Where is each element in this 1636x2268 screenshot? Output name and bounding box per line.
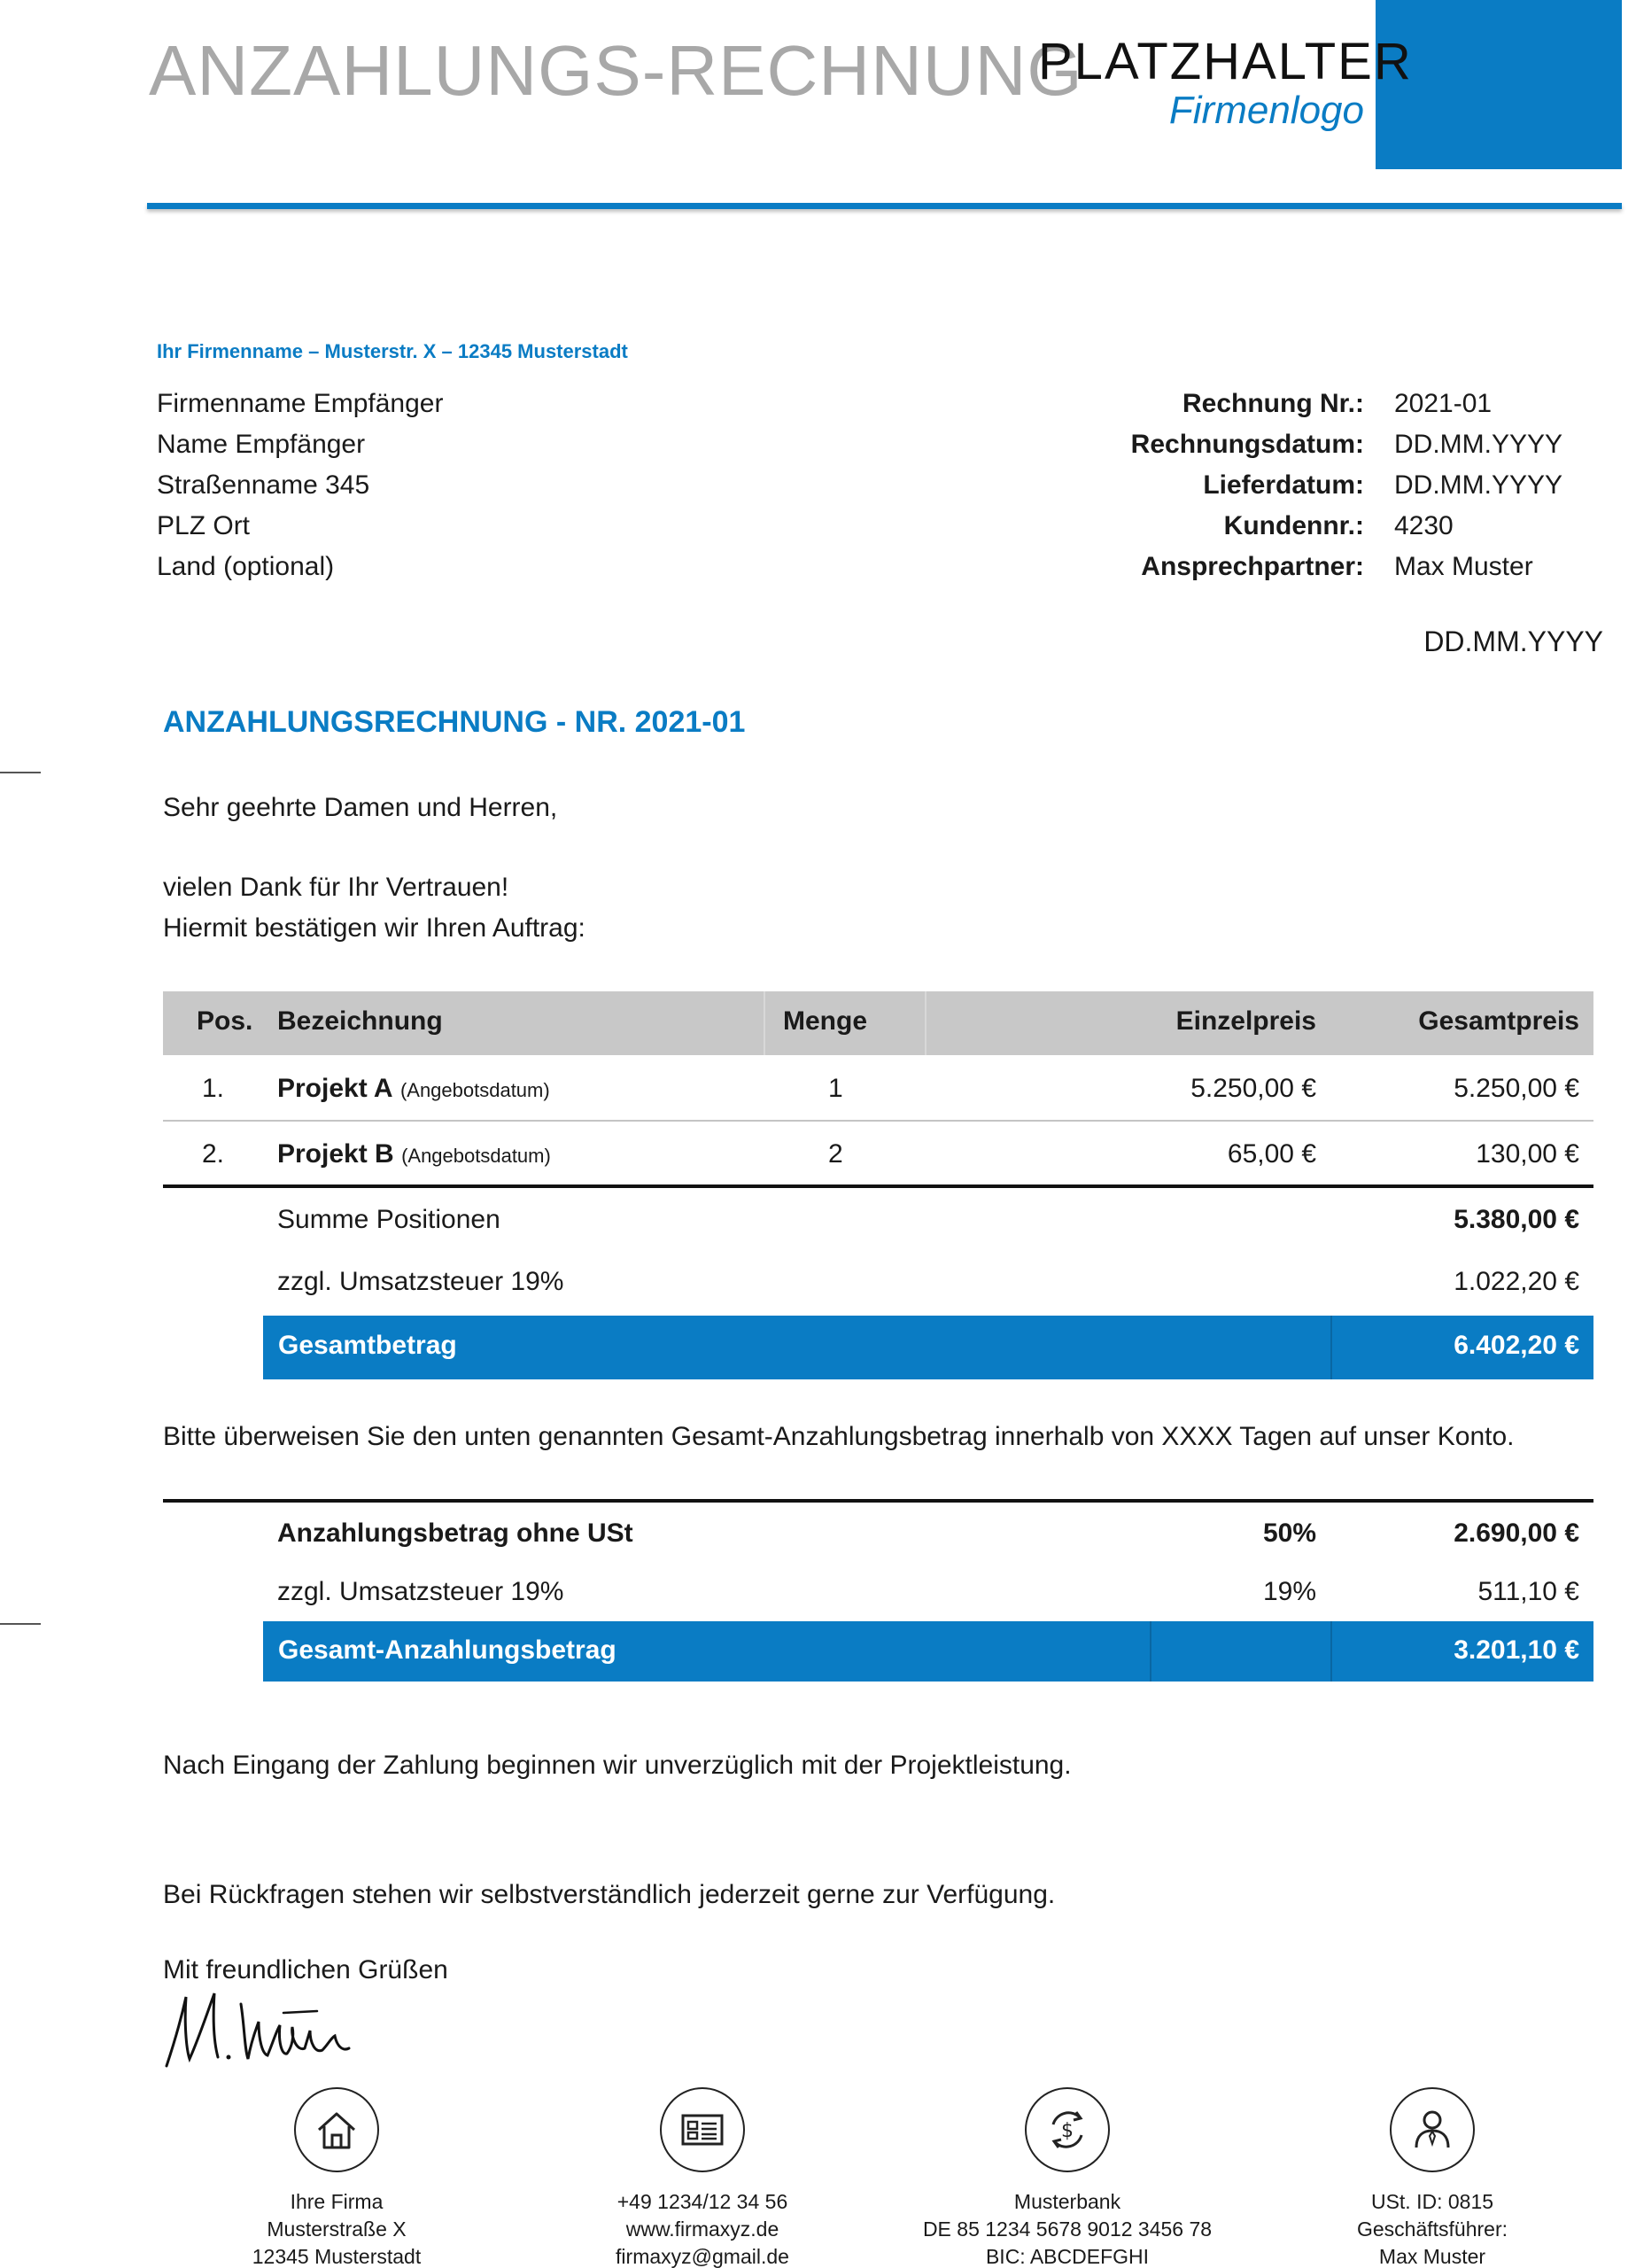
- transfer-note: Bitte überweisen Sie den unten genannten Gesamt-Anzahlungsbetrag innerhalb von XXXX Tagen auf unser Konto.: [163, 1422, 1515, 1451]
- invoice-date-label: Rechnungsdatum:: [1130, 430, 1364, 459]
- header-unit-price: Einzelpreis: [1175, 1006, 1316, 1036]
- row-1-description: [277, 1074, 550, 1104]
- deposit-table-top-rule: [163, 1499, 1593, 1503]
- row-2-unit-price: 65,00 €: [1227, 1139, 1316, 1169]
- footer-company-line-3: 12345 Musterstadt: [252, 2245, 422, 2268]
- delivery-date-label: Lieferdatum:: [1203, 470, 1364, 500]
- row-2-name: Projekt B: [277, 1139, 394, 1169]
- tax-amount: 1.022,20 €: [1454, 1267, 1579, 1296]
- footer-company: [177, 2087, 496, 2268]
- footer-vat-id: USt. ID: 0815: [1370, 2190, 1494, 2213]
- deposit-total-bar-divider-1: [1150, 1621, 1151, 1682]
- row-divider: [163, 1120, 1593, 1122]
- row-1-total-price: 5.250,00 €: [1454, 1074, 1579, 1103]
- header-divider: [147, 203, 1622, 209]
- contact-person-label: Ansprechpartner:: [1141, 552, 1364, 581]
- row-2-total-price: 130,00 €: [1476, 1139, 1579, 1169]
- grand-total-amount: 6.402,20 €: [1454, 1331, 1579, 1360]
- row-2-description: [277, 1139, 551, 1169]
- logo-main-text: PLATZHALTER: [1038, 33, 1413, 90]
- contact-person: Max Muster: [1394, 552, 1533, 581]
- row-2-pos: 2.: [202, 1139, 225, 1169]
- row-1-note: (Angebotsdatum): [399, 1079, 550, 1101]
- fold-mark-top: [0, 772, 41, 773]
- customer-number: 4230: [1394, 511, 1454, 540]
- document-date: DD.MM.YYYY: [1423, 625, 1603, 657]
- row-2-note: (Angebotsdatum): [401, 1145, 551, 1167]
- document-title: ANZAHLUNGS-RECHNUNG: [149, 31, 1083, 110]
- footer-bank-name: Musterbank: [1013, 2190, 1121, 2213]
- row-1-name: Projekt A: [277, 1074, 393, 1103]
- fold-mark-bottom: [0, 1623, 41, 1625]
- invoice-date: DD.MM.YYYY: [1394, 430, 1563, 459]
- footer-phone: +49 1234/12 34 56: [616, 2190, 788, 2213]
- footer-legal: [1273, 2087, 1592, 2268]
- invoice-number-label: Rechnung Nr.:: [1182, 389, 1364, 418]
- intro-line-1: vielen Dank für Ihr Vertrauen!: [163, 873, 509, 902]
- subtotal-label: Summe Positionen: [277, 1205, 500, 1234]
- deposit-net-label: Anzahlungsbetrag ohne USt: [277, 1518, 633, 1548]
- contact-card-icon: [660, 2087, 745, 2172]
- regards: Mit freundlichen Grüßen: [163, 1955, 448, 1984]
- invoice-number: 2021-01: [1394, 389, 1493, 418]
- signature: [159, 1977, 354, 2079]
- customer-number-label: Kundennr.:: [1223, 511, 1364, 540]
- footer-bic: BIC: ABCDEFGHI: [985, 2245, 1150, 2268]
- recipient-country: Land (optional): [157, 552, 335, 581]
- svg-text:$: $: [1061, 2120, 1074, 2142]
- recipient-company: Firmenname Empfänger: [157, 389, 444, 418]
- intro-line-2: Hiermit bestätigen wir Ihren Auftrag:: [163, 913, 585, 943]
- row-1-unit-price: 5.250,00 €: [1190, 1074, 1316, 1103]
- row-1-quantity: 1: [828, 1074, 843, 1103]
- delivery-date: DD.MM.YYYY: [1394, 470, 1563, 500]
- deposit-tax-label: zzgl. Umsatzsteuer 19%: [277, 1577, 564, 1606]
- footer-managing-director-label: Geschäftsführer:: [1356, 2218, 1508, 2241]
- deposit-total-bar-divider-2: [1330, 1621, 1332, 1682]
- row-2-quantity: 2: [828, 1139, 843, 1169]
- sender-address-line: Ihr Firmenname – Musterstr. X – 12345 Musterstadt: [157, 340, 628, 362]
- recipient-address: [157, 384, 443, 587]
- tax-label: zzgl. Umsatzsteuer 19%: [277, 1267, 564, 1296]
- footer-website: www.firmaxyz.de: [625, 2218, 779, 2241]
- footer-iban: DE 85 1234 5678 9012 3456 78: [922, 2218, 1213, 2241]
- deposit-net-amount: 2.690,00 €: [1454, 1518, 1579, 1548]
- footer-company-line-1: Ihre Firma: [290, 2190, 384, 2213]
- grand-total-bar-divider: [1330, 1316, 1332, 1379]
- footer-email: firmaxyz@gmail.de: [616, 2245, 789, 2268]
- grand-total-label: Gesamtbetrag: [278, 1331, 457, 1360]
- header-description: Bezeichnung: [277, 1006, 443, 1036]
- person-icon: [1390, 2087, 1475, 2172]
- subtotal-amount: 5.380,00 €: [1454, 1205, 1579, 1234]
- closing-line-2: Bei Rückfragen stehen wir selbstverständlich jederzeit gerne zur Verfügung.: [163, 1880, 1056, 1909]
- salutation: Sehr geehrte Damen und Herren,: [163, 793, 558, 822]
- closing-line-1: Nach Eingang der Zahlung beginnen wir unverzüglich mit der Projektleistung.: [163, 1751, 1072, 1780]
- deposit-net-percent: 50%: [1262, 1518, 1316, 1548]
- deposit-total-amount: 3.201,10 €: [1454, 1635, 1579, 1665]
- recipient-name: Name Empfänger: [157, 430, 366, 459]
- invoice-meta-labels: [1010, 384, 1364, 587]
- money-transfer-icon: [1025, 2087, 1110, 2172]
- footer-company-line-2: Musterstraße X: [267, 2218, 407, 2241]
- footer-bank: [908, 2087, 1227, 2268]
- table-sum-divider: [163, 1184, 1593, 1188]
- logo-sub-text: Firmenlogo: [1168, 89, 1364, 132]
- recipient-city: PLZ Ort: [157, 511, 251, 540]
- invoice-meta-values: [1394, 384, 1562, 587]
- header-quantity: Menge: [783, 1006, 868, 1036]
- deposit-tax-percent: 19%: [1262, 1577, 1316, 1606]
- footer-contact: [543, 2087, 862, 2268]
- invoice-heading: ANZAHLUNGSRECHNUNG - NR. 2021-01: [163, 705, 746, 739]
- house-icon: [294, 2087, 379, 2172]
- deposit-tax-amount: 511,10 €: [1477, 1577, 1579, 1606]
- header-pos: Pos.: [197, 1006, 253, 1036]
- header-total-price: Gesamtpreis: [1418, 1006, 1579, 1036]
- row-1-pos: 1.: [202, 1074, 225, 1103]
- recipient-street: Straßenname 345: [157, 470, 370, 500]
- footer-managing-director: Max Muster: [1378, 2245, 1486, 2268]
- deposit-total-label: Gesamt-Anzahlungsbetrag: [278, 1635, 616, 1665]
